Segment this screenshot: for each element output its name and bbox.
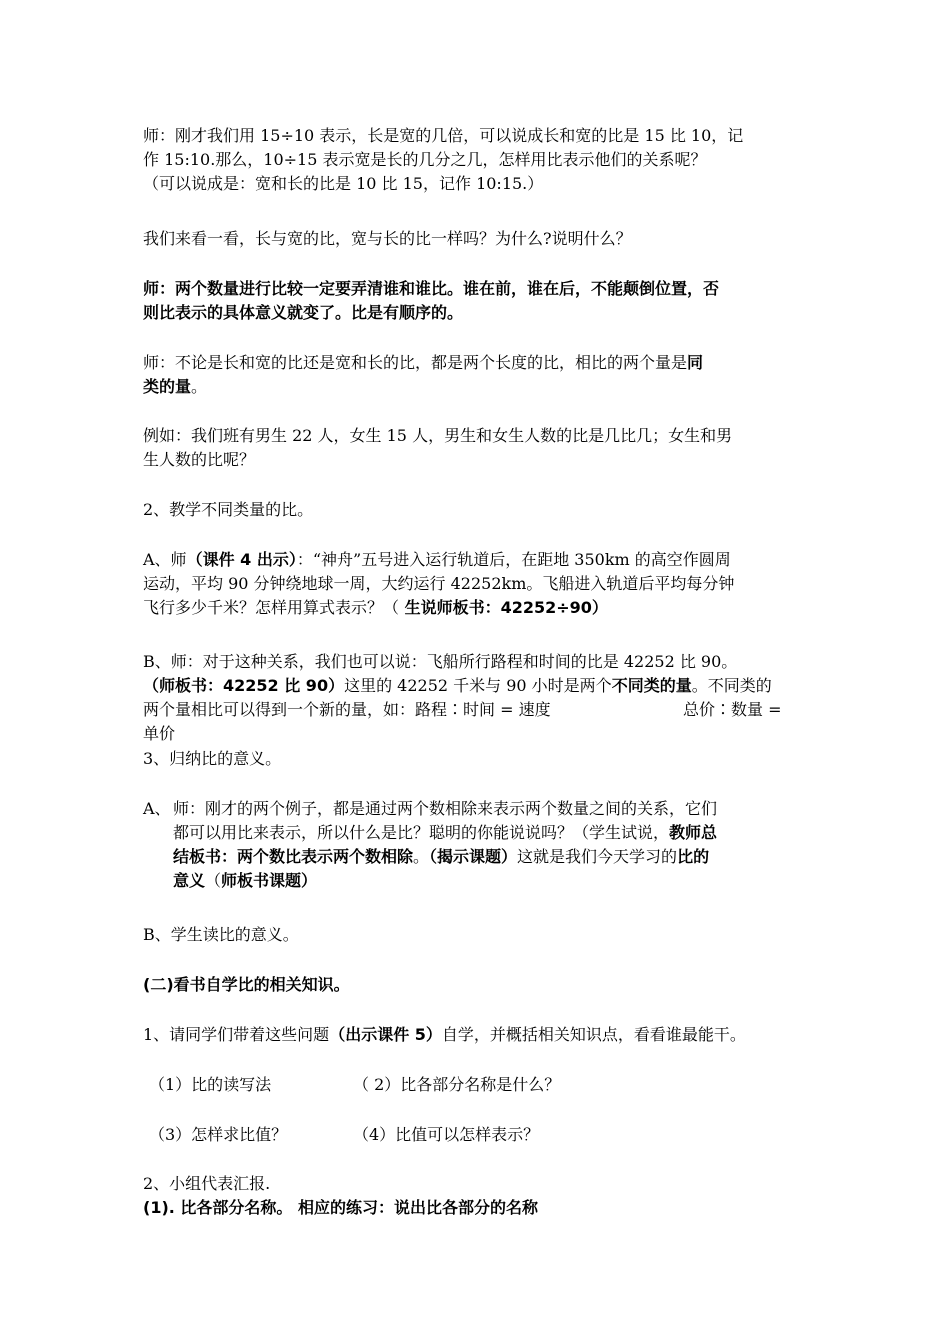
text-line: A、师（课件 4 出示）：“神舟”五号进入运行轨道后，在距地 350km 的高空作圆周 (143, 550, 731, 569)
text-line: 结板书：两个数比表示两个数相除。（揭示课题）这就是我们今天学习的比的 (173, 847, 710, 866)
text-line: （可以说成是：宽和长的比是 10 比 15，记作 10:15.） (143, 174, 544, 193)
text-line: 运动，平均 90 分钟绕地球一周，大约运行 42252km。飞船进入轨道后平均每分钟 (143, 574, 735, 593)
text-line: 作 15:10.那么，10÷15 表示宽是长的几分之几，怎样用比表示他们的关系呢？ (143, 150, 707, 169)
text-line: 两个量相比可以得到一个新的量，如：路程∶时间 = 速度 总价∶数量 = (143, 700, 782, 719)
paragraph-read-meaning: B、学生读比的意义。 (143, 925, 299, 944)
text-line: 师：刚才我们用 15÷10 表示，长是宽的几倍，可以说成长和宽的比是 15 比 10，记 (143, 126, 744, 145)
text-line: 飞行多少千米？怎样用算式表示？（ 生说师板书：42252÷90） (143, 598, 608, 617)
text-line: 则比表示的具体意义就变了。比是有顺序的。 (143, 303, 464, 322)
paragraph-shenzhou (143, 548, 813, 620)
paragraph-same-kind (143, 351, 813, 399)
text-line: 都可以用比来表示，所以什么是比？聪明的你能说说吗？（学生试说，教师总 (173, 823, 718, 842)
paragraph-meaning-summary (143, 797, 813, 893)
paragraph-self-study-instructions: 1、请同学们带着这些问题（出示课件 5）自学，并概括相关知识点，看看谁最能干。 (143, 1025, 746, 1044)
paragraph-compare-question: 我们来看一看，长与宽的比，宽与长的比一样吗？为什么?说明什么？ (143, 229, 632, 248)
paragraph-order-matters (143, 277, 813, 325)
question-item: （3）怎样求比值？ (149, 1125, 288, 1144)
question-item: （4）比值可以怎样表示？ (353, 1125, 540, 1144)
question-row-2 (143, 1123, 813, 1147)
question-item: （ 2）比各部分名称是什么？ (353, 1075, 561, 1094)
text-line: B、师：对于这种关系，我们也可以说：飞船所行路程和时间的比是 42252 比 90。 (143, 652, 738, 671)
paragraph-ratio-intro (143, 124, 813, 196)
text-line: 生人数的比呢？ (143, 450, 256, 469)
text-line: 例如：我们班有男生 22 人，女生 15 人，男生和女生人数的比是几比几；女生和男 (143, 426, 733, 445)
text-line: 单价 (143, 724, 176, 743)
paragraph-example-students (143, 424, 813, 472)
section-heading-self-study: (二)看书自学比的相关知识。 (143, 975, 350, 994)
paragraph-speed-ratio (143, 650, 813, 746)
question-row-1 (143, 1073, 813, 1097)
text-line: 意义（师板书课题） (173, 871, 318, 890)
paragraph-group-report: 2、小组代表汇报. (143, 1174, 271, 1193)
text-line: 师：刚才的两个例子，都是通过两个数相除来表示两个数量之间的关系，它们 (173, 799, 718, 818)
question-item: （1）比的读写法 (149, 1075, 272, 1094)
text-line: 师：两个数量进行比较一定要弄清谁和谁比。谁在前，谁在后，不能颠倒位置，否 (143, 279, 720, 298)
section-heading-meaning: 3、归纳比的意义。 (143, 749, 282, 768)
paragraph-parts-exercise: (1). 比各部分名称。 相应的练习：说出比各部分的名称 (143, 1198, 538, 1217)
list-marker: A、 (143, 799, 171, 818)
text-line: 类的量。 (143, 377, 208, 396)
section-heading-different-kind: 2、教学不同类量的比。 (143, 500, 314, 519)
text-line: 师：不论是长和宽的比还是宽和长的比，都是两个长度的比，相比的两个量是同 (143, 353, 704, 372)
text-line: （师板书：42252 比 90）这里的 42252 千米与 90 小时是两个不同类的量。不同类的 (143, 676, 772, 695)
